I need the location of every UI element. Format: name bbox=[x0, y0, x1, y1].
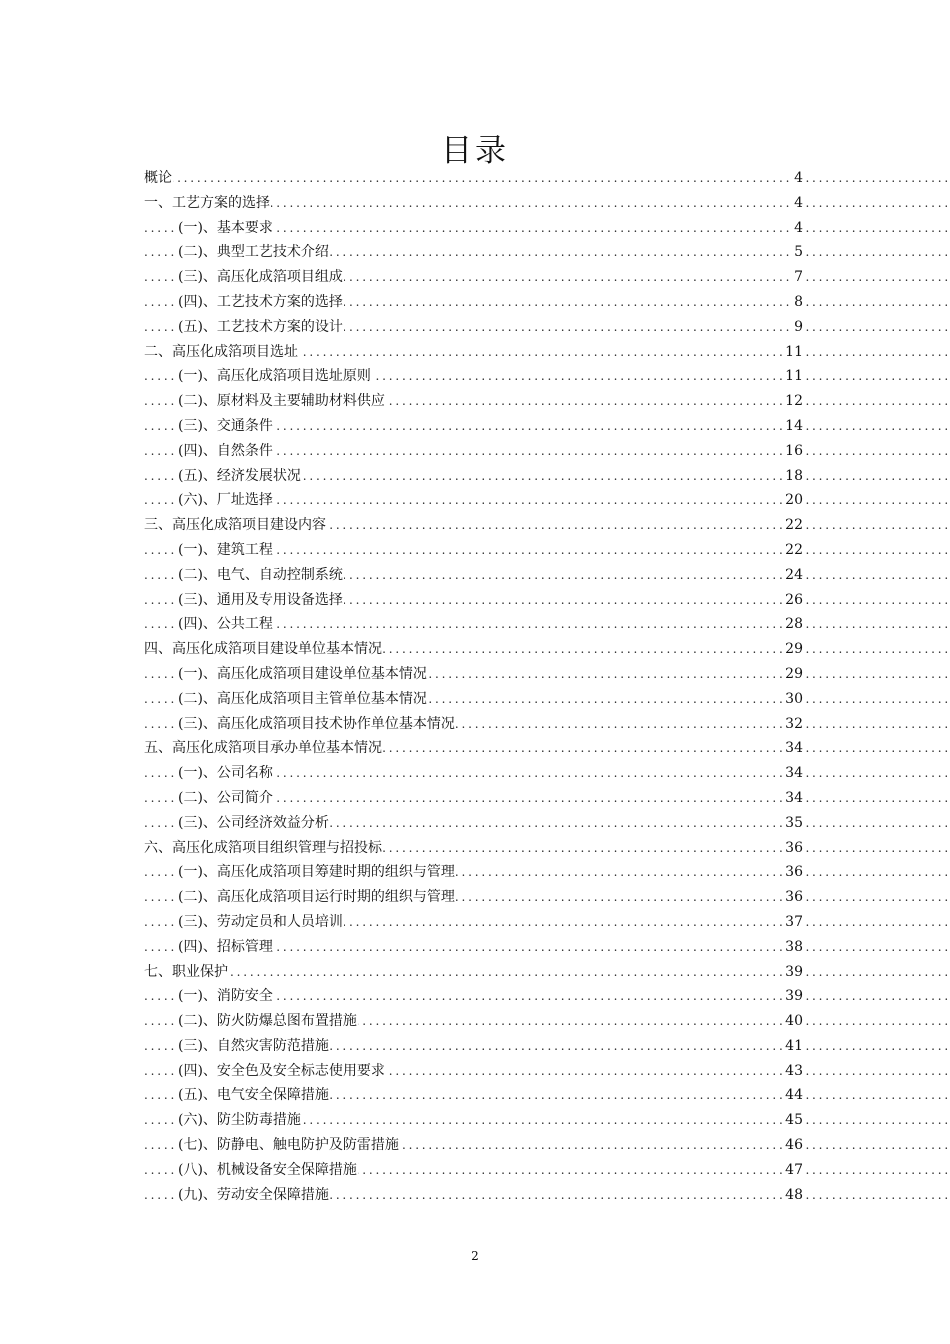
toc-entry-label: (三)、劳动定员和人员培训 bbox=[178, 913, 343, 930]
toc-chapter-entry[interactable] bbox=[144, 191, 950, 216]
toc-section-entry[interactable] bbox=[144, 910, 950, 935]
page-title: 目录 bbox=[441, 132, 509, 169]
toc-page-number: 36 bbox=[783, 836, 804, 861]
toc-entry-label: (一)、基本要求 bbox=[178, 219, 273, 236]
toc-page-number: 44 bbox=[783, 1083, 804, 1108]
toc-entry-label: (二)、典型工艺技术介绍 bbox=[178, 244, 329, 261]
toc-chapter-entry[interactable] bbox=[144, 736, 950, 761]
toc-entry-label: (三)、交通条件 bbox=[178, 417, 273, 434]
toc-entry-label: (三)、高压化成箔项目技术协作单位基本情况 bbox=[178, 715, 455, 732]
toc-entry-label: 概论 bbox=[144, 170, 172, 186]
toc-section-entry[interactable] bbox=[144, 389, 950, 414]
toc-page-number: 35 bbox=[783, 811, 804, 836]
toc-entry-label: (四)、公共工程 bbox=[178, 616, 273, 633]
toc-page-number: 36 bbox=[783, 885, 804, 910]
toc-entry-label: (八)、机械设备安全保障措施 bbox=[178, 1161, 357, 1178]
toc-page-number: 4 bbox=[792, 216, 804, 241]
toc-section-entry[interactable] bbox=[144, 1158, 950, 1183]
toc-page-number: 39 bbox=[783, 960, 804, 985]
toc-section-entry[interactable] bbox=[144, 364, 950, 389]
toc-page-number: 38 bbox=[783, 935, 804, 960]
toc-entry-label: (四)、自然条件 bbox=[178, 442, 273, 459]
toc-section-entry[interactable] bbox=[144, 439, 950, 464]
toc-section-entry[interactable] bbox=[144, 414, 950, 439]
toc-entry-label: (五)、电气安全保障措施 bbox=[178, 1087, 329, 1104]
toc-chapter-entry[interactable] bbox=[144, 637, 950, 662]
toc-entry-label: (二)、公司简介 bbox=[178, 789, 273, 806]
toc-section-entry[interactable] bbox=[144, 811, 950, 836]
toc-page-number: 39 bbox=[783, 984, 804, 1009]
toc-chapter-entry[interactable] bbox=[144, 836, 950, 861]
toc-page-number: 36 bbox=[783, 860, 804, 885]
toc-section-entry[interactable] bbox=[144, 1108, 950, 1133]
toc-entry-label: (六)、厂址选择 bbox=[178, 492, 273, 509]
toc-page-number: 34 bbox=[783, 761, 804, 786]
toc-entry-label: (三)、高压化成箔项目组成 bbox=[178, 269, 343, 286]
toc-page-number: 37 bbox=[783, 910, 804, 935]
toc-page-number: 43 bbox=[783, 1059, 804, 1084]
toc-section-entry[interactable] bbox=[144, 588, 950, 613]
toc-page-number: 4 bbox=[792, 191, 804, 216]
toc-section-entry[interactable] bbox=[144, 885, 950, 910]
toc-page-number: 4 bbox=[792, 166, 804, 191]
toc-entry-label: (二)、原材料及主要辅助材料供应 bbox=[178, 393, 385, 410]
toc-page-number: 5 bbox=[792, 240, 804, 265]
toc-page-number: 41 bbox=[783, 1034, 804, 1059]
toc-section-entry[interactable] bbox=[144, 464, 950, 489]
toc-page-number: 9 bbox=[792, 315, 804, 340]
toc-chapter-entry[interactable] bbox=[144, 960, 950, 985]
toc-entry-label: (三)、公司经济效益分析 bbox=[178, 814, 329, 831]
toc-section-entry[interactable] bbox=[144, 1183, 950, 1208]
toc-page-number: 47 bbox=[783, 1158, 804, 1183]
toc-page-number: 32 bbox=[783, 712, 804, 737]
toc-page-number: 28 bbox=[783, 612, 804, 637]
toc-entry-label: (四)、安全色及安全标志使用要求 bbox=[178, 1062, 385, 1079]
toc-section-entry[interactable] bbox=[144, 761, 950, 786]
toc-section-entry[interactable] bbox=[144, 563, 950, 588]
toc-page-number: 11 bbox=[783, 340, 804, 365]
toc-entry-label: (一)、建筑工程 bbox=[178, 541, 273, 558]
toc-entry-label: (三)、自然灾害防范措施 bbox=[178, 1037, 329, 1054]
toc-entry-label: (六)、防尘防毒措施 bbox=[178, 1112, 301, 1129]
toc-entry-label: 三、高压化成箔项目建设内容 bbox=[144, 517, 326, 534]
toc-entry-label: (五)、工艺技术方案的设计 bbox=[178, 318, 343, 335]
page-number: 2 bbox=[471, 1249, 479, 1263]
toc-entry-label: 一、工艺方案的选择 bbox=[144, 194, 270, 211]
toc-section-entry[interactable] bbox=[144, 1009, 950, 1034]
toc-page-number: 48 bbox=[783, 1183, 804, 1208]
toc-section-entry[interactable] bbox=[144, 538, 950, 563]
toc-entry-label: (四)、招标管理 bbox=[178, 938, 273, 955]
toc-section-entry[interactable] bbox=[144, 1133, 950, 1158]
toc-section-entry[interactable] bbox=[144, 240, 950, 265]
toc-page-number: 22 bbox=[783, 538, 804, 563]
toc-entry-label: 五、高压化成箔项目承办单位基本情况 bbox=[144, 740, 382, 757]
toc-entry-label: (二)、高压化成箔项目运行时期的组织与管理 bbox=[178, 889, 455, 906]
toc-entry-label: (九)、劳动安全保障措施 bbox=[178, 1186, 329, 1203]
toc-entry-label: (一)、高压化成箔项目筹建时期的组织与管理 bbox=[178, 864, 455, 881]
toc-page-number: 20 bbox=[783, 488, 804, 513]
toc-entry-label: 二、高压化成箔项目选址 bbox=[144, 343, 298, 360]
toc-page-number: 26 bbox=[783, 588, 804, 613]
toc-page-number: 18 bbox=[783, 464, 804, 489]
toc-entry-label: (一)、高压化成箔项目选址原则 bbox=[178, 368, 371, 385]
toc-page-number: 7 bbox=[792, 265, 804, 290]
toc-page-number: 29 bbox=[783, 662, 804, 687]
toc-page-number: 29 bbox=[783, 637, 804, 662]
toc-page-number: 22 bbox=[783, 513, 804, 538]
table-of-contents bbox=[144, 166, 950, 1207]
toc-page-number: 8 bbox=[792, 290, 804, 315]
toc-section-entry[interactable] bbox=[144, 1034, 950, 1059]
toc-chapter-entry[interactable] bbox=[144, 340, 950, 365]
toc-page-number: 34 bbox=[783, 786, 804, 811]
toc-chapter-entry[interactable] bbox=[144, 166, 950, 191]
toc-section-entry[interactable] bbox=[144, 687, 950, 712]
toc-page-number: 16 bbox=[783, 439, 804, 464]
toc-section-entry[interactable] bbox=[144, 315, 950, 340]
toc-section-entry[interactable] bbox=[144, 984, 950, 1009]
toc-entry-label: 六、高压化成箔项目组织管理与招投标 bbox=[144, 839, 382, 856]
toc-page-number: 45 bbox=[783, 1108, 804, 1133]
toc-section-entry[interactable] bbox=[144, 265, 950, 290]
toc-page-number: 24 bbox=[783, 563, 804, 588]
toc-dot-leader bbox=[144, 960, 950, 985]
toc-page-number: 30 bbox=[783, 687, 804, 712]
toc-entry-label: (二)、电气、自动控制系统 bbox=[178, 566, 343, 583]
toc-page-number: 40 bbox=[783, 1009, 804, 1034]
toc-entry-label: (七)、防静电、触电防护及防雷措施 bbox=[178, 1137, 399, 1154]
toc-entry-label: (一)、公司名称 bbox=[178, 765, 273, 782]
toc-page-number: 34 bbox=[783, 736, 804, 761]
toc-entry-label: (二)、防火防爆总图布置措施 bbox=[178, 1013, 357, 1030]
toc-section-entry[interactable] bbox=[144, 786, 950, 811]
toc-section-entry[interactable] bbox=[144, 290, 950, 315]
toc-section-entry[interactable] bbox=[144, 712, 950, 737]
toc-page-number: 12 bbox=[783, 389, 804, 414]
toc-entry-label: (三)、通用及专用设备选择 bbox=[178, 591, 343, 608]
toc-page-number: 14 bbox=[783, 414, 804, 439]
toc-page-number: 46 bbox=[783, 1133, 804, 1158]
toc-page-number: 11 bbox=[783, 364, 804, 389]
toc-dot-leader bbox=[144, 166, 950, 191]
toc-entry-label: 四、高压化成箔项目建设单位基本情况 bbox=[144, 641, 382, 658]
toc-section-entry[interactable] bbox=[144, 662, 950, 687]
toc-section-entry[interactable] bbox=[144, 488, 950, 513]
toc-entry-label: (一)、消防安全 bbox=[178, 988, 273, 1005]
toc-entry-label: (二)、高压化成箔项目主管单位基本情况 bbox=[178, 690, 427, 707]
toc-section-entry[interactable] bbox=[144, 612, 950, 637]
toc-section-entry[interactable] bbox=[144, 1083, 950, 1108]
toc-chapter-entry[interactable] bbox=[144, 513, 950, 538]
toc-section-entry[interactable] bbox=[144, 216, 950, 241]
toc-entry-label: 七、职业保护 bbox=[144, 963, 228, 980]
toc-section-entry[interactable] bbox=[144, 860, 950, 885]
toc-entry-label: (四)、工艺技术方案的选择 bbox=[178, 293, 343, 310]
toc-entry-label: (一)、高压化成箔项目建设单位基本情况 bbox=[178, 665, 427, 682]
toc-entry-label: (五)、经济发展状况 bbox=[178, 467, 301, 484]
toc-section-entry[interactable] bbox=[144, 1059, 950, 1084]
toc-section-entry[interactable] bbox=[144, 935, 950, 960]
